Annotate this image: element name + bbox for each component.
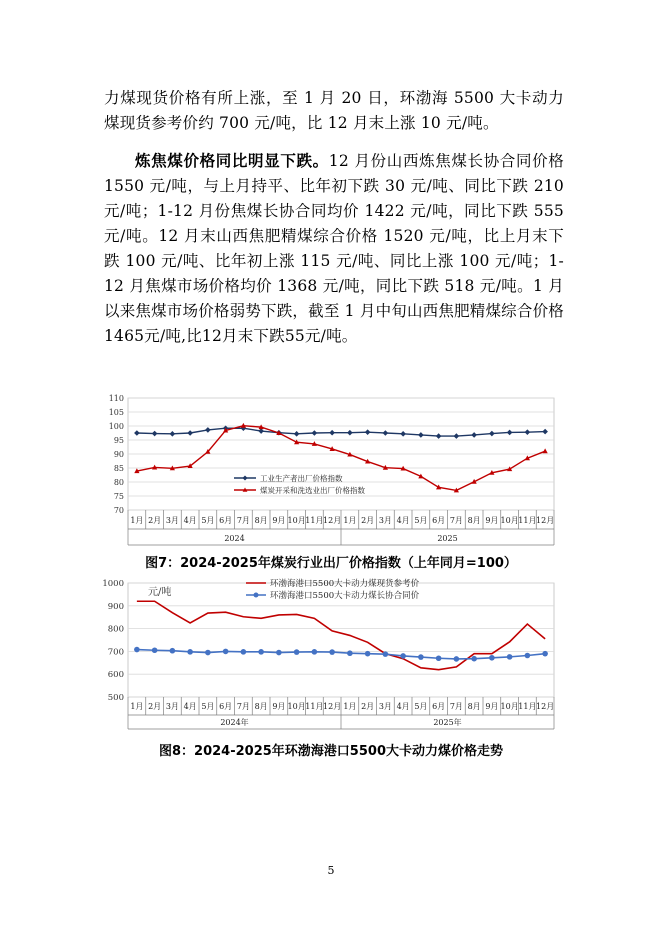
- year-label: 2025: [437, 534, 458, 543]
- x-tick-label: 2月: [148, 516, 162, 525]
- data-point: [383, 651, 389, 657]
- data-point: [134, 430, 140, 436]
- x-tick-label: 1月: [130, 516, 144, 525]
- data-point: [294, 649, 300, 655]
- x-tick-label: 9月: [485, 702, 499, 711]
- x-tick-label: 1月: [130, 702, 144, 711]
- x-tick-label: 2月: [148, 702, 162, 711]
- data-point: [347, 650, 353, 656]
- x-tick-label: 6月: [219, 516, 233, 525]
- x-tick-label: 5月: [414, 516, 428, 525]
- x-tick-label: 4月: [396, 702, 410, 711]
- figure-8-caption: 图8：2024-2025年环渤海港口5500大卡动力煤价格走势: [159, 744, 503, 759]
- data-point: [507, 654, 513, 660]
- x-tick-label: 5月: [201, 702, 215, 711]
- x-tick-label: 12月: [323, 702, 342, 711]
- data-point: [365, 651, 371, 657]
- legend-label: 煤炭开采和洗选业出厂价格指数: [260, 486, 365, 495]
- x-tick-label: 7月: [449, 516, 463, 525]
- x-tick-label: 9月: [485, 516, 499, 525]
- data-point: [489, 655, 495, 661]
- data-point: [365, 429, 371, 435]
- data-point: [471, 432, 477, 438]
- x-tick-label: 6月: [432, 702, 446, 711]
- data-point: [471, 656, 477, 662]
- paragraph-1-text: 力煤现货价格有所上涨，至 1 月 20 日，环渤海 5500 大卡动力煤现货参考价约 700 元/吨，比 12 月末上涨 10 元/吨。: [104, 89, 564, 132]
- legend-marker: [243, 476, 248, 481]
- x-tick-label: 8月: [254, 516, 268, 525]
- x-tick-label: 8月: [467, 702, 481, 711]
- data-point: [170, 431, 176, 437]
- data-point: [436, 433, 442, 439]
- x-tick-label: 11月: [518, 516, 537, 525]
- y-tick-label: 75: [113, 492, 124, 501]
- data-point: [276, 650, 282, 656]
- x-tick-label: 7月: [236, 702, 250, 711]
- x-tick-label: 9月: [272, 516, 286, 525]
- x-tick-label: 11月: [518, 702, 537, 711]
- data-point: [329, 649, 335, 655]
- paragraph-1: [104, 86, 564, 136]
- data-point: [205, 427, 211, 433]
- data-point: [329, 430, 335, 436]
- x-tick-label: 12月: [323, 516, 342, 525]
- data-point: [542, 429, 548, 435]
- y-tick-label: 110: [108, 394, 124, 403]
- y-tick-label: 700: [107, 647, 124, 658]
- y-tick-label: 85: [113, 464, 124, 473]
- x-tick-label: 7月: [449, 702, 463, 711]
- legend-marker: [254, 593, 259, 598]
- data-point: [418, 654, 424, 660]
- chart-port-coal-price: [0, 572, 662, 737]
- data-point: [312, 430, 318, 436]
- x-tick-label: 2月: [361, 516, 375, 525]
- data-point: [542, 651, 548, 657]
- x-tick-label: 11月: [305, 702, 324, 711]
- x-tick-label: 3月: [165, 516, 179, 525]
- y-tick-label: 105: [108, 408, 124, 417]
- data-point: [436, 655, 442, 661]
- data-point: [454, 433, 460, 439]
- year-label: 2025年: [433, 718, 462, 727]
- x-tick-label: 4月: [396, 516, 410, 525]
- x-tick-label: 1月: [343, 516, 357, 525]
- x-tick-label: 3月: [378, 702, 392, 711]
- data-point: [223, 649, 229, 655]
- x-tick-label: 12月: [536, 516, 555, 525]
- data-point: [525, 653, 531, 659]
- x-tick-label: 10月: [287, 702, 306, 711]
- paragraph-2-text: 12 月份山西炼焦煤长协合同价格 1550 元/吨，与上月持平、比年初下跌 30 元/吨、同比下跌 210 元/吨；1-12 月份焦煤长协合同均价 1422 元/吨，同比下跌 555 元/吨。12 月末山西焦肥精煤综合价格 1520 元/吨，比上月末下跌 100 元/吨、比年初上涨 115 元/吨、同比上涨 100 元/吨；1-12 月焦煤市场价格均价 1368 元/吨，同比下跌 518 元/吨。1 月以来焦煤市场价格弱势下跌，截至 1 月中旬山西焦肥精煤综合价格1465元/吨,比12月末下跌55元/吨。: [104, 152, 564, 345]
- data-point: [294, 431, 300, 437]
- series-line-1: [137, 428, 545, 436]
- x-tick-label: 10月: [500, 702, 519, 711]
- data-point: [400, 653, 406, 659]
- data-point: [170, 648, 176, 654]
- series-line-1: [137, 601, 545, 669]
- data-point: [525, 429, 531, 435]
- y-tick-label: 95: [113, 436, 124, 445]
- data-point: [152, 431, 158, 437]
- x-tick-label: 2月: [361, 702, 375, 711]
- chart-coal-price-index: [0, 392, 662, 547]
- paragraph-2: [104, 148, 564, 349]
- x-tick-label: 6月: [219, 702, 233, 711]
- data-point: [258, 649, 264, 655]
- data-point: [418, 432, 424, 438]
- x-tick-label: 1月: [343, 702, 357, 711]
- legend-label: 环渤海港口5500大卡动力煤现货参考价: [270, 579, 420, 589]
- x-tick-label: 8月: [254, 702, 268, 711]
- data-point: [454, 656, 460, 662]
- y-tick-label: 900: [107, 601, 124, 612]
- x-tick-label: 4月: [183, 702, 197, 711]
- figure-7-caption: 图7：2024-2025年煤炭行业出厂价格指数（上年同月=100）: [145, 556, 517, 571]
- x-tick-label: 10月: [500, 516, 519, 525]
- data-point: [489, 431, 495, 437]
- data-point: [187, 649, 193, 655]
- y-axis-label: 元/吨: [148, 587, 172, 598]
- data-point: [507, 430, 513, 436]
- x-tick-label: 10月: [287, 516, 306, 525]
- y-tick-label: 100: [108, 422, 124, 431]
- x-tick-label: 3月: [378, 516, 392, 525]
- x-tick-label: 12月: [536, 702, 555, 711]
- x-tick-label: 5月: [414, 702, 428, 711]
- data-point: [383, 430, 389, 436]
- legend-label: 工业生产者出厂价格指数: [260, 474, 343, 483]
- y-tick-label: 1000: [102, 579, 124, 589]
- data-point: [134, 647, 140, 653]
- legend-label: 环渤海港口5500大卡动力煤长协合同价: [270, 591, 420, 601]
- data-point: [205, 650, 211, 656]
- x-tick-label: 3月: [165, 702, 179, 711]
- x-tick-label: 4月: [183, 516, 197, 525]
- year-label: 2024年: [220, 718, 249, 727]
- y-tick-label: 80: [113, 478, 124, 487]
- year-label: 2024: [224, 534, 245, 543]
- x-tick-label: 11月: [305, 516, 324, 525]
- paragraph-2-lead: 炼焦煤价格同比明显下跌。: [135, 151, 329, 170]
- data-point: [312, 649, 318, 655]
- data-point: [152, 647, 158, 653]
- x-tick-label: 9月: [272, 702, 286, 711]
- x-tick-label: 6月: [432, 516, 446, 525]
- x-tick-label: 8月: [467, 516, 481, 525]
- y-tick-label: 800: [107, 624, 124, 635]
- y-tick-label: 90: [113, 450, 124, 459]
- x-tick-label: 5月: [201, 516, 215, 525]
- data-point: [187, 430, 193, 436]
- y-tick-label: 500: [107, 693, 124, 703]
- y-tick-label: 70: [113, 506, 124, 515]
- data-point: [241, 649, 247, 655]
- y-tick-label: 600: [107, 670, 124, 681]
- page-number: 5: [327, 864, 335, 877]
- data-point: [347, 430, 353, 436]
- data-point: [400, 431, 406, 437]
- x-tick-label: 7月: [236, 516, 250, 525]
- data-point: [543, 448, 548, 453]
